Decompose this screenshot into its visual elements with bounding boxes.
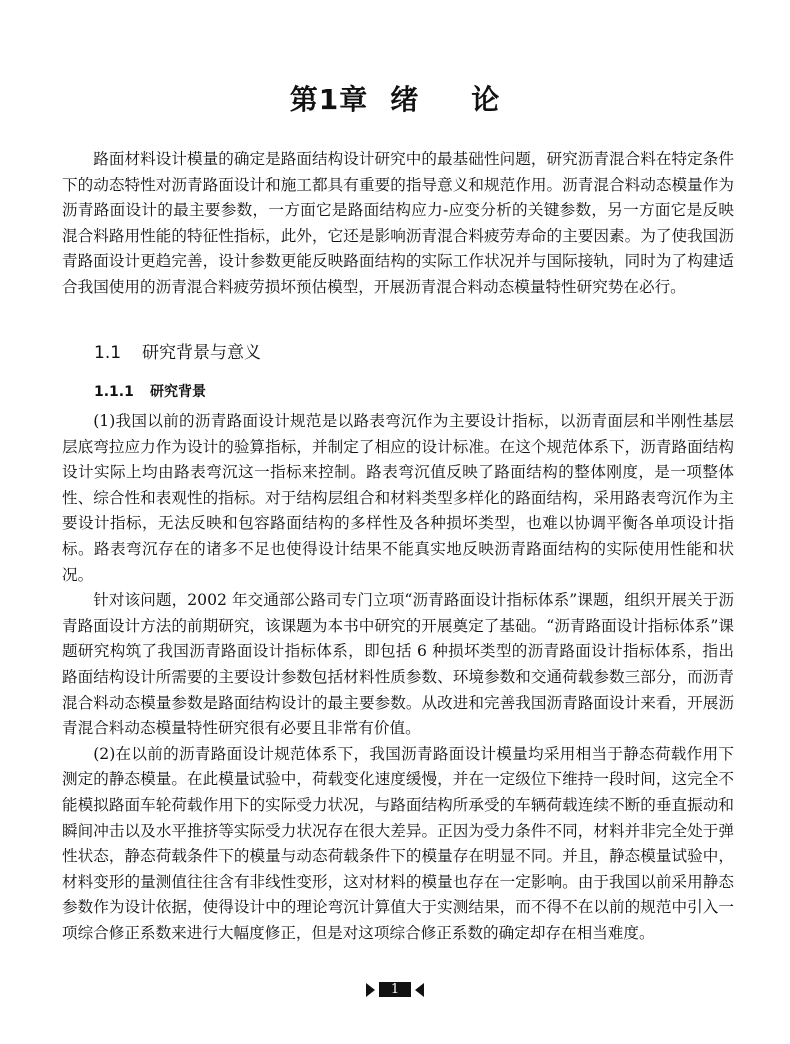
section-title: 研究背景与意义 bbox=[142, 343, 261, 363]
subsection-number: 1.1.1 bbox=[94, 384, 134, 400]
page-footer bbox=[0, 982, 790, 997]
triangle-left-icon bbox=[415, 983, 424, 997]
body-block bbox=[62, 409, 734, 946]
triangle-right-icon bbox=[366, 983, 375, 997]
subsection-heading bbox=[94, 381, 206, 403]
body-paragraph-1: (1)我国以前的沥青路面设计规范是以路表弯沉作为主要设计指标，以沥青面层和半刚性基层层底弯拉应力作为设计的验算指标，并制定了相应的设计标准。在这个规范体系下，沥青路面结构设计实际上均由路表弯沉这一指标来控制。路表弯沉值反映了路面结构的整体刚度，是一项整体性、综合性和表观性的指标。对于结构层组合和材料类型多样化的路面结构，采用路表弯沉作为主要设计指标，无法反映和包容路面结构的多样性及各种损坏类型，也难以协调平衡各单项设计指标。路表弯沉存在的诸多不足也使得设计结果不能真实地反映沥青路面结构的实际使用性能和状况。 bbox=[62, 412, 734, 584]
chapter-number: 第1章 bbox=[289, 83, 369, 116]
chapter-title-part1: 绪 bbox=[390, 83, 420, 116]
body-paragraph-3: (2)在以前的沥青路面设计规范体系下，我国沥青路面设计模量均采用相当于静态荷载作用下测定的静态模量。在此模量试验中，荷载变化速度缓慢，并在一定级位下维持一段时间，这完全不能模拟路面车轮荷载作用下的实际受力状况，与路面结构所承受的车辆荷载连续不断的垂直振动和瞬间冲击以及水平推挤等实际受力状况存在很大差异。正因为受力条件不同，材料并非完全处于弹性状态，静态荷载条件下的模量与动态荷载条件下的模量存在明显不同。并且，静态模量试验中，材料变形的量测值往往含有非线性变形，这对材料的模量也存在一定影响。由于我国以前采用静态参数作为设计依据，使得设计中的理论弯沉计算值大于实测结果，而不得不在以前的规范中引入一项综合修正系数来进行大幅度修正，但是对这项综合修正系数的确定却存在相当难度。 bbox=[62, 744, 734, 942]
section-heading bbox=[94, 341, 261, 365]
intro-block bbox=[62, 147, 734, 301]
subsection-title: 研究背景 bbox=[150, 384, 206, 400]
page-number: 1 bbox=[379, 982, 411, 997]
section-number: 1.1 bbox=[94, 343, 122, 363]
intro-paragraph: 路面材料设计模量的确定是路面结构设计研究中的最基础性问题，研究沥青混合料在特定条件下的动态特性对沥青路面设计和施工都具有重要的指导意义和规范作用。沥青混合料动态模量作为沥青路面设计的最主要参数，一方面它是路面结构应力-应变分析的关键参数，另一方面它是反映混合料路用性能的特征性指标，此外，它还是影响沥青混合料疲劳寿命的主要因素。为了使我国沥青路面设计更趋完善，设计参数更能反映路面结构的实际工作状况并与国际接轨，同时为了构建适合我国使用的沥青混合料疲劳损坏预估模型，开展沥青混合料动态模量特性研究势在必行。 bbox=[62, 150, 734, 296]
chapter-title-part2: 论 bbox=[471, 83, 501, 116]
body-paragraph-2: 针对该问题，2002 年交通部公路司专门立项“沥青路面设计指标体系”课题，组织开展关于沥青路面设计方法的前期研究，该课题为本书中研究的开展奠定了基础。“沥青路面设计指标体系”课题研究构筑了我国沥青路面设计指标体系，即包括 6 种损坏类型的沥青路面设计指标体系，指出路面结构设计所需要的主要设计参数包括材料性质参数、环境参数和交通荷载参数三部分，而沥青混合料动态模量参数是路面结构设计的最主要参数。从改进和完善我国沥青路面设计来看，开展沥青混合料动态模量特性研究很有必要且非常有价值。 bbox=[62, 591, 734, 738]
chapter-title bbox=[0, 78, 790, 118]
